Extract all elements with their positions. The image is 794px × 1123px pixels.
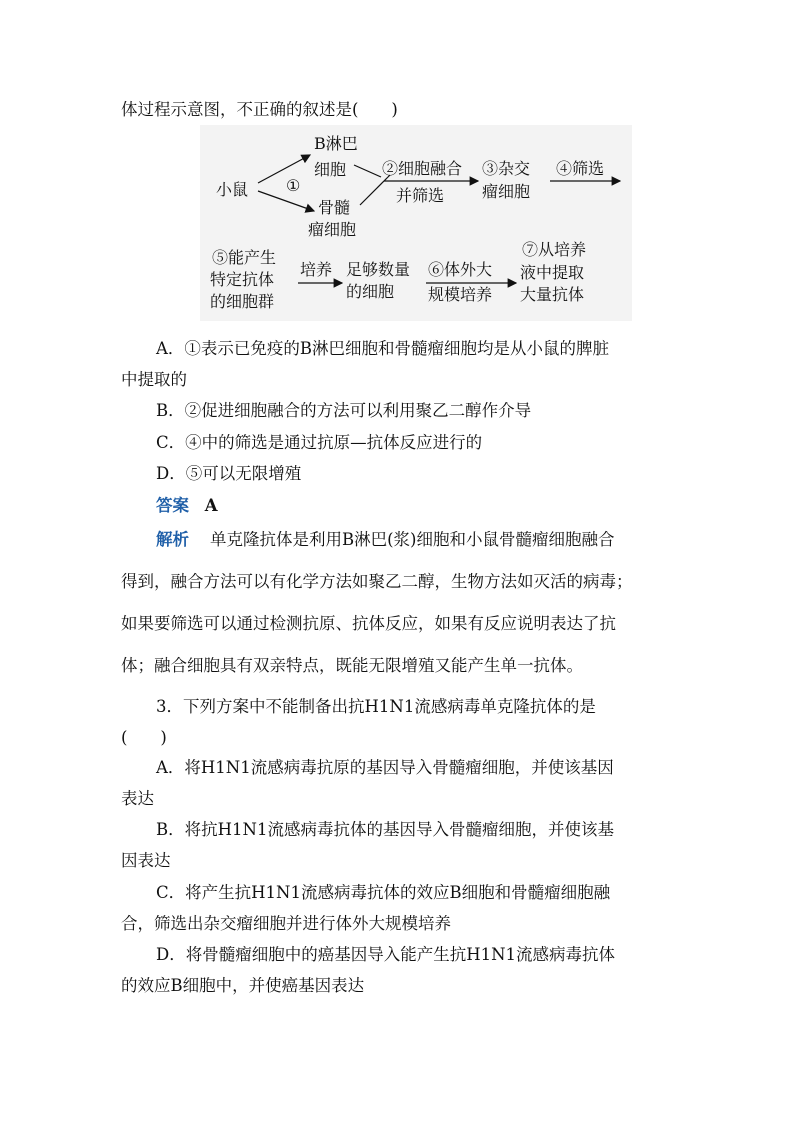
analysis-line3: 如果要筛选可以通过检测抗原、抗体反应，如果有反应说明表达了抗 (121, 614, 616, 633)
answer-label: 答案 (156, 496, 189, 515)
enough-cells-line1: 足够数量 (346, 260, 411, 279)
q3-option-b-cont: 因表达 (121, 851, 171, 870)
question-stem-tail: 体过程示意图，不正确的叙述是( ) (121, 100, 398, 119)
q3-option-c-cont: 合，筛选出杂交瘤细胞并进行体外大规模培养 (121, 914, 451, 933)
analysis-row (156, 530, 614, 550)
step5-line1: ⑤能产生 (212, 248, 277, 267)
enough-cells-line2: 的细胞 (346, 282, 395, 301)
mouse-label: 小鼠 (216, 180, 249, 199)
analysis-label: 解析 (156, 530, 189, 549)
step4-label: ④筛选 (556, 159, 605, 178)
answer-value: A (204, 496, 218, 515)
step1-label: ① (286, 176, 301, 195)
q2-option-b: B．②促进细胞融合的方法可以利用聚乙二醇作介导 (156, 401, 532, 420)
q3-option-a-cont: 表达 (121, 789, 154, 808)
myeloma-line1: 骨髓 (318, 198, 351, 217)
q3-option-d: D．将骨髓瘤细胞中的癌基因导入能产生抗H1N1流感病毒抗体 (156, 945, 616, 964)
q3-option-b: B．将抗H1N1流感病毒抗体的基因导入骨髓瘤细胞，并使该基 (156, 820, 614, 839)
step5-line2: 特定抗体 (210, 270, 275, 289)
q3-option-c: C．将产生抗H1N1流感病毒抗体的效应B细胞和骨髓瘤细胞融 (156, 883, 611, 902)
step6-line2: 规模培养 (428, 285, 493, 304)
myeloma-line2: 瘤细胞 (308, 220, 357, 239)
q3-stem-cont: ( ) (121, 728, 167, 747)
q2-option-a: A．①表示已免疫的B淋巴细胞和骨髓瘤细胞均是从小鼠的脾脏 (156, 339, 610, 358)
step3-line2: 瘤细胞 (482, 182, 531, 201)
analysis-line4: 体；融合细胞具有双亲特点，既能无限增殖又能产生单一抗体。 (121, 656, 583, 675)
q2-option-d: D．⑤可以无限增殖 (156, 464, 302, 483)
step5-line3: 的细胞群 (210, 292, 275, 311)
culture-label: 培养 (300, 260, 333, 279)
q2-option-c: C．④中的筛选是通过抗原—抗体反应进行的 (156, 433, 483, 452)
step6-line1: ⑥体外大 (428, 260, 493, 279)
step7-line2: 液中提取 (520, 263, 585, 282)
b-cell-line1: B淋巴 (314, 134, 358, 153)
step3-line1: ③杂交 (482, 159, 531, 178)
b-cell-line2: 细胞 (314, 160, 347, 179)
step7-line1: ⑦从培养 (522, 240, 587, 259)
step2-line2: 并筛选 (396, 186, 445, 205)
step2-line1: ②细胞融合 (382, 159, 463, 178)
step7-line3: 大量抗体 (520, 285, 585, 304)
q2-option-a-cont: 中提取的 (121, 370, 187, 389)
hybridoma-flow-diagram (0, 125, 794, 325)
answer-row (156, 496, 218, 516)
q3-option-a: A．将H1N1流感病毒抗原的基因导入骨髓瘤细胞，并使该基因 (156, 758, 614, 777)
q3-option-d-cont: 的效应B细胞中，并使癌基因表达 (121, 976, 365, 995)
analysis-line1: 单克隆抗体是利用B淋巴(浆)细胞和小鼠骨髓瘤细胞融合 (209, 530, 615, 549)
analysis-line2: 得到，融合方法可以有化学方法如聚乙二醇，生物方法如灭活的病毒； (121, 572, 633, 591)
q3-stem: 3．下列方案中不能制备出抗H1N1流感病毒单克隆抗体的是 (156, 697, 596, 716)
